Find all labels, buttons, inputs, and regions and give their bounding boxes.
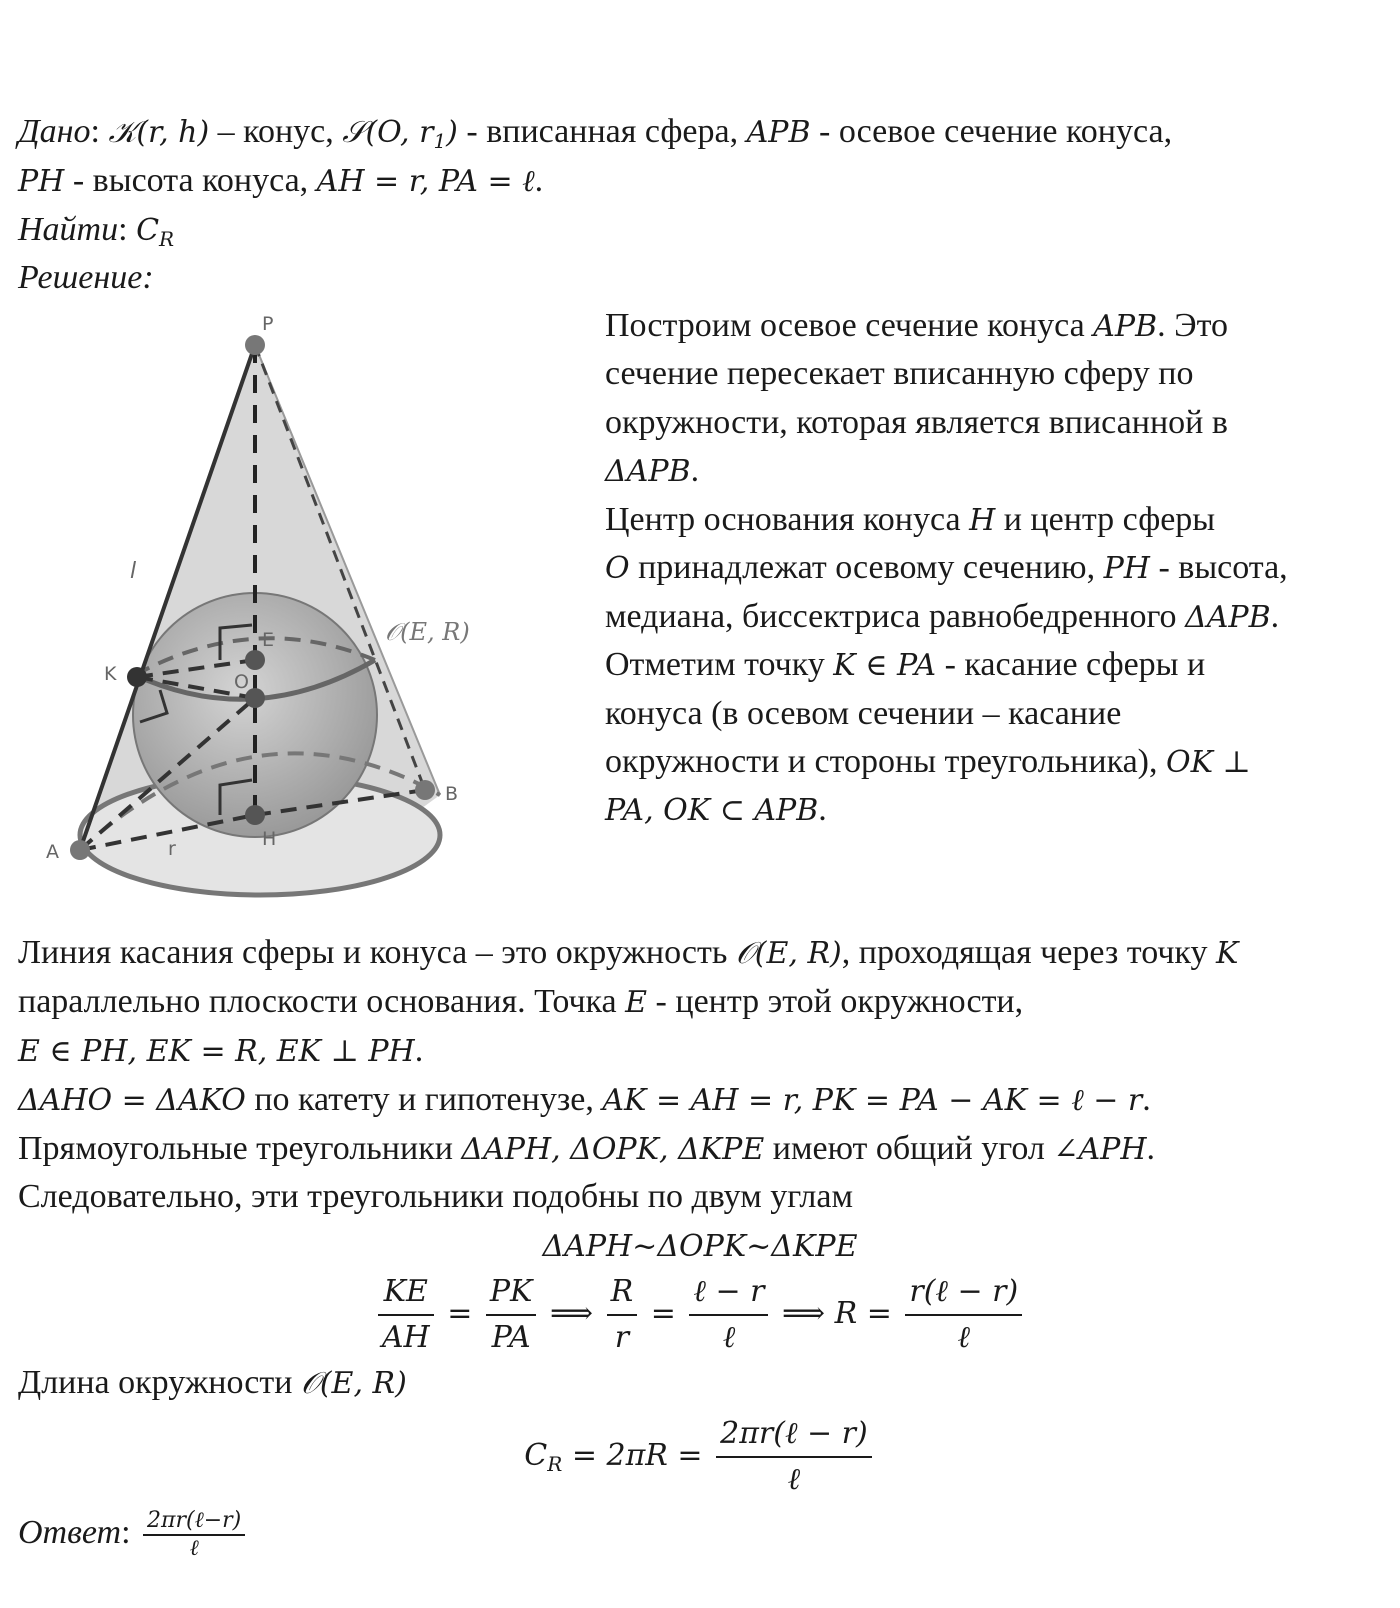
body-math: ΔAPH, ΔOPK, ΔKPE [461,1132,765,1167]
point-k [127,667,147,687]
body-line-1 [18,933,1238,974]
sphere-notation [342,115,458,153]
similarity-math: ΔAPH~ΔOPK~ΔKPE [542,1229,858,1264]
right-line-10 [605,742,1251,783]
frac-den: ℓ [957,1320,971,1355]
fraction-circumference [716,1412,872,1502]
find-value-main: C [136,213,160,248]
cone-notation: 𝒦(r, h) [108,115,210,150]
body-text: Линия касания сферы и конуса – это окружность [18,934,736,971]
point-a [70,840,90,860]
label-b: B [445,783,459,805]
point-h [245,805,265,825]
body-math: 𝒪(E, R) [300,1366,407,1401]
frac-den: ℓ [189,1536,199,1561]
body-line-4 [18,1080,1151,1121]
right-line-1 [605,306,1228,347]
given-text: - осевое сечение конуса, [810,113,1173,150]
right-text: конуса (в осевом сечении – касание [605,695,1122,732]
frac-den: AH [381,1320,430,1355]
answer-label: Ответ [18,1513,122,1551]
right-math: O [605,551,630,586]
implies-sign: ⟹ [550,1296,594,1331]
body-line-6 [18,1177,853,1217]
solution-label-text: Решение [18,259,143,296]
equation-circumference [0,1412,1400,1502]
label-circle: 𝒪(E, R) [385,618,470,646]
find-value-sub: R [159,227,175,251]
body-text: параллельно плоскости основания. Точка [18,983,626,1020]
right-math: ΔAPB [605,454,691,489]
frac-den: ℓ [722,1320,736,1355]
given-text: – конус, [209,113,343,150]
right-text: . Это [1157,307,1229,344]
right-line-8 [605,645,1205,686]
right-line-2 [605,354,1194,394]
body-math: ∠APH [1053,1132,1147,1167]
right-text: окружности, которая является вписанной в [605,404,1228,441]
label-r: r [168,838,176,860]
label-o: O [234,671,249,693]
eq2-lhs-sub: R [547,1452,563,1476]
frac-den: r [614,1320,630,1355]
right-text: сечение пересекает вписанную сферу по [605,355,1194,392]
right-line-3 [605,403,1228,443]
label-l: l [130,559,137,584]
label-e: E [262,629,275,651]
body-text: Длина окружности [18,1364,301,1401]
solution-label: Решение: [18,259,154,296]
right-math: ΔAPB [1185,600,1271,635]
right-text: . [818,791,827,828]
r-equals: R = [834,1296,892,1331]
right-math: H [969,503,996,538]
label-p: P [262,313,274,335]
eq2-lhs: C [524,1438,548,1473]
cone-sphere-figure [30,310,550,900]
answer-fraction [143,1508,245,1562]
frac-den: PA [491,1320,531,1355]
body-text: . [1146,1130,1156,1167]
right-math: PA, OK ⊂ APB [605,793,819,828]
body-math: E ∈ PH, EK = R, EK ⊥ PH [18,1034,415,1069]
right-text: - касание сферы и [936,646,1206,683]
right-line-5 [605,500,1215,541]
body-math: K [1215,936,1239,971]
frac-num: 2πr(ℓ−r) [143,1508,245,1536]
similarity-line [0,1226,1400,1267]
frac-num: ℓ − r [689,1270,768,1316]
given-line-2 [18,161,543,202]
body-line-2 [18,982,1023,1023]
right-math: K ∈ PA [833,648,937,683]
right-line-6 [605,548,1288,589]
sphere-notation-close: ) [446,115,458,150]
body-text: . [1142,1081,1151,1118]
frac-num: R [607,1270,638,1316]
implies-sign: ⟹ [782,1296,826,1331]
right-text: Построим осевое сечение конуса [605,307,1094,344]
equation-circumference-inner [524,1416,875,1497]
frac-num: r(ℓ − r) [905,1270,1022,1316]
frac-num: KE [378,1270,434,1316]
body-text: по катету и гипотенузе, [245,1081,603,1118]
given-text: . [534,162,544,199]
body-text: Следовательно, эти треугольники подобны по двум углам [18,1178,854,1215]
equation-ratio-inner [374,1274,1026,1355]
body-math: AK = AH = r, PK = PA − AK = ℓ − r [602,1083,1143,1118]
label-h: H [262,828,277,850]
body-text: - центр этой окружности, [647,983,1024,1020]
fraction-l-minus-r [689,1270,768,1360]
sphere-notation-main: 𝒮(O, r [342,115,434,150]
find-line: Найти: $C_R$ [18,211,175,251]
given-label: Дано [18,113,91,150]
eq-sign: = [650,1296,676,1331]
frac-num: PK [486,1270,537,1316]
body-text: имеют общий угол [764,1130,1054,1167]
fraction-result [905,1270,1022,1360]
right-text: . [1270,598,1280,635]
right-math: PH [1103,551,1150,586]
point-p [245,335,265,355]
eq-sign: = [447,1296,473,1331]
right-math: OK ⊥ [1165,745,1251,780]
right-line-7 [605,597,1279,638]
fraction-ke-ah [378,1270,434,1360]
given-equations: AH = r, PA = ℓ [316,164,535,199]
given-text: - вписанная сфера, [457,113,747,150]
section-notation: APB [746,115,811,150]
body-line-5 [18,1129,1155,1170]
equation-ratio [0,1270,1400,1360]
fraction-pk-pa [486,1270,537,1360]
right-text: - высота, [1149,549,1288,586]
right-line-11 [605,790,827,831]
body-math: E [625,985,648,1020]
body-math: 𝒪(E, R) [735,936,842,971]
find-value [136,213,175,251]
right-line-4 [605,451,699,492]
body-text: . [414,1032,424,1069]
point-b [415,780,435,800]
label-a: A [46,841,59,863]
given-line-1: Дано: 𝒦(r, h) – конус, 𝒮(O, $r_1$) - вписанная сфера, APB - осевое сечение конуса, [18,113,1173,153]
point-e [245,650,265,670]
given-text: - высота конуса, [64,162,317,199]
right-text: Центр основания конуса [605,501,970,538]
body-text: Прямоугольные треугольники [18,1130,462,1167]
find-label: Найти [18,211,119,248]
body-line-3 [18,1031,423,1072]
right-text: медиана, биссектриса равнобедренного [605,598,1186,635]
right-math: APB [1093,309,1158,344]
right-text: окружности и стороны треугольника), [605,743,1166,780]
fraction-r-r [607,1270,638,1360]
eq2-mid: = 2πR = [562,1438,713,1473]
body-text: , проходящая через точку [841,934,1216,971]
right-text: и центр сферы [995,501,1216,538]
sphere-notation-sub: 1 [433,129,447,153]
right-text: Отметим точку [605,646,834,683]
right-text: принадлежат осевому сечению, [629,549,1104,586]
frac-num: 2πr(ℓ − r) [716,1412,872,1458]
answer-line: Ответ: $\frac{\text{2πr(ℓ−r)}}{\text{ℓ}}$ [18,1508,249,1562]
length-line [18,1363,407,1404]
right-text: . [690,452,700,489]
height-notation: PH [18,164,65,199]
label-k: K [104,663,117,685]
right-line-9 [605,694,1121,734]
frac-den: ℓ [787,1462,801,1497]
body-math: ΔAHO = ΔAKO [18,1083,246,1118]
